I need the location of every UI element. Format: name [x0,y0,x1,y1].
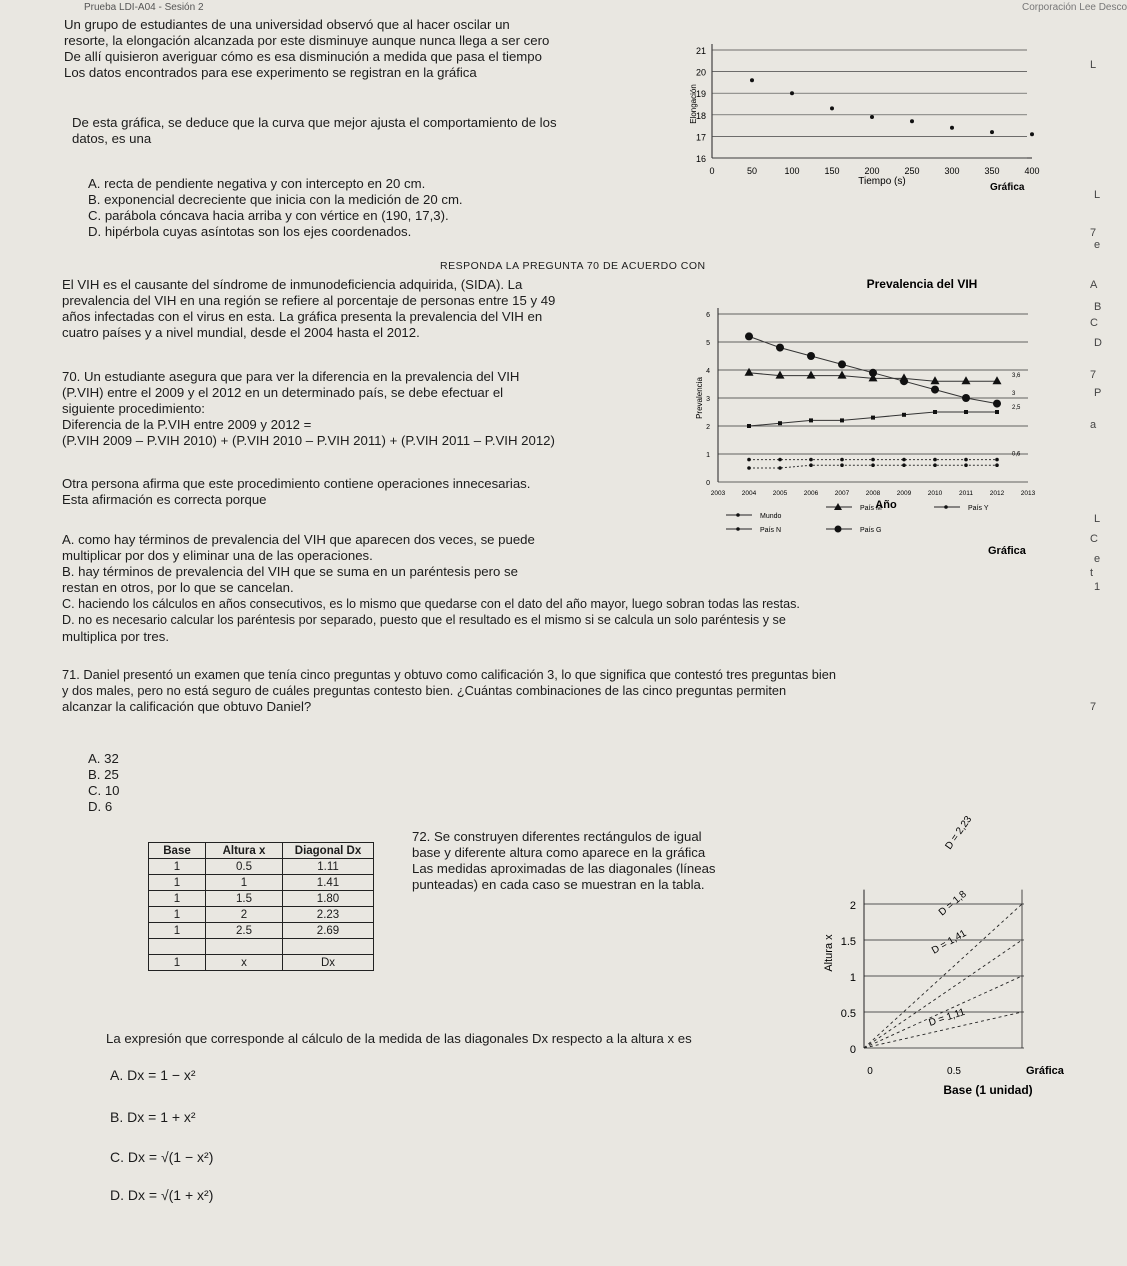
series-point [964,463,968,467]
series-point [933,410,937,414]
table-cell: 1.41 [283,875,374,891]
q69-option-d: D. hipérbola cuyas asíntotas son los ejes coordenados. [88,224,412,239]
x-tick-label: 0.5 [947,1066,961,1077]
diagonal-table [148,842,374,971]
q70-option-b: B. hay términos de prevalencia del VIH que se suma en un paréntesis pero se [62,564,518,579]
x-tick-label: 2012 [989,490,1005,497]
series-point [993,376,1002,384]
table-header [149,843,374,859]
q70-line: 70. Un estudiante asegura que para ver la diferencia en la prevalencia del VIH [62,369,520,384]
table-cell: 1 [149,907,206,923]
x-tick-label: 2008 [865,490,881,497]
q70-option-a-cont: multiplicar por dos y eliminar una de las operaciones. [62,548,373,563]
series-point [838,371,847,379]
q70-option-b-cont: restan en otros, por lo que se cancelan. [62,580,294,595]
y-tick-label: 0 [849,1044,856,1056]
q71-line: 71. Daniel presentó un examen que tenía cinco preguntas y obtuvo como calificación 3, lo que significa que contestó tres preguntas bien [62,667,836,682]
table-cell: 1.80 [283,891,374,907]
diagonal-label: D = 1,41 [930,928,969,957]
col-diagonal: Diagonal Dx [283,843,374,859]
table-cell: 2.23 [283,907,374,923]
series-point [840,463,844,467]
q72-line: base y diferente altura como aparece en la gráfica [412,845,706,860]
q72-prompt: La expresión que corresponde al cálculo de la medida de las diagonales Dx respecto a la altura x es [106,1031,692,1046]
margin-fragment: 7 [1090,369,1097,381]
legend-marker [944,505,948,509]
series-point [776,371,785,379]
x-tick-label: 0 [867,1066,873,1077]
margin-fragment: A [1090,279,1098,291]
series-point [902,463,906,467]
x-tick-label: 350 [984,166,1000,176]
series-point [962,376,971,384]
series-point [838,360,846,368]
diagonal-label: D = 1,8 [936,888,969,919]
x-tick-label: 2005 [772,490,788,497]
y-axis-label: Prevalencia [695,377,704,419]
q72-option [110,1068,196,1083]
chart-elongation [672,38,1052,200]
q69-option-a: A. recta de pendiente negativa y con intercepto en 20 cm. [88,176,426,191]
option-expression: Dx = √(1 + x²) [127,1187,214,1203]
option-letter: D. [110,1187,128,1203]
y-tick-label: 1.5 [840,936,856,948]
table-row [149,859,374,875]
table-row [149,939,374,955]
x-tick-label: 100 [784,166,800,176]
y-tick-label: 4 [706,368,710,375]
table-row [149,891,374,907]
data-label: 3 [1012,391,1016,398]
data-label: 3,6 [1012,373,1021,379]
series-point [840,458,844,462]
data-label: 0,6 [1012,451,1021,458]
q71-line: y dos males, pero no está seguro de cuáles preguntas contesto bien. ¿Cuántas combinaciones de las cinco preguntas permiten [62,683,787,698]
margin-fragment: C [1090,533,1098,545]
series-point [745,368,754,376]
data-point [1030,132,1034,136]
option-letter: C. [110,1149,128,1165]
x-tick-label: 50 [746,166,758,176]
series-point [871,463,875,467]
margin-fragment: a [1090,419,1097,431]
table-row [149,923,374,939]
table-cell: 1.11 [283,859,374,875]
table-cell: 1 [149,923,206,939]
margin-fragment: 7 [1090,227,1097,239]
series-point [778,466,782,470]
data-point [990,130,994,134]
series-point [747,466,751,470]
q69-option-b: B. exponencial decreciente que inicia con la medición de 20 cm. [88,192,463,207]
series-point [807,371,816,379]
y-tick-label: 17 [695,132,706,143]
series-point [995,458,999,462]
intro-line: prevalencia del VIH en una región se refiere al porcentaje de personas entre 15 y 49 [62,293,556,308]
chart-caption: Gráfica [1026,1065,1064,1077]
q69-line: Los datos encontrados para ese experimento se registran en la gráfica [64,65,477,80]
series-point [902,458,906,462]
series-point [747,458,751,462]
q71-line: alcanzar la calificación que obtuvo Daniel? [62,699,312,714]
q69-line: Un grupo de estudiantes de una universidad observó que al hacer oscilar un [64,17,510,32]
q70-option-c: C. haciendo los cálculos en años consecutivos, es lo mismo que quedarse con el dato del año mayor, luego sobran todas las restas. [62,597,800,611]
y-axis-label: Elongación [689,84,698,124]
legend-label: Mundo [760,513,782,520]
option-expression: Dx = √(1 − x²) [127,1149,214,1165]
series-point [964,410,968,414]
series-point [778,421,782,425]
intro-line: cuatro países y a nivel mundial, desde el 2004 hasta el 2012. [62,325,420,340]
table-cell [206,939,283,955]
series-point [902,413,906,417]
q72-option [110,1150,213,1165]
margin-fragment: t [1090,567,1094,579]
series-point [809,463,813,467]
series-point [931,386,939,394]
legend-marker [736,513,740,517]
margin-fragment: B [1094,301,1102,313]
margin-fragment: e [1094,553,1101,565]
y-tick-label: 6 [706,312,710,319]
table-cell: 1 [149,955,206,971]
chart-caption: Gráfica [988,545,1026,557]
data-point [750,78,754,82]
option-letter: A. [110,1067,128,1083]
x-tick-label: 200 [864,166,880,176]
series-point [995,410,999,414]
table-row [149,907,374,923]
table-cell: 2.69 [283,923,374,939]
series-point [993,400,1001,408]
chart-hiv-prevalence [690,270,1050,560]
y-tick-label: 5 [706,340,710,347]
series-point [809,418,813,422]
table-cell: x [206,955,283,971]
q69-prompt: De esta gráfica, se deduce que la curva que mejor ajusta el comportamiento de los [72,115,557,130]
q70-line: (P.VIH) entre el 2009 y el 2012 en un determinado país, se debe efectuar el [62,385,504,400]
table-cell: 0.5 [206,859,283,875]
x-axis-label: Año [875,499,897,511]
intro-line: años infectadas con el virus en esta. La gráfica presenta la prevalencia del VIH en [62,309,543,324]
x-tick-label: 2009 [896,490,912,497]
x-axis-label: Base (1 unidad) [943,1083,1033,1097]
y-tick-label: 18 [695,110,706,121]
legend-label: País G [860,527,882,534]
series-point [931,376,940,384]
q70-line: siguiente procedimiento: [62,401,205,416]
diagonal-label: D = 2,23 [943,814,975,852]
x-tick-label: 2003 [710,490,726,497]
legend-label: País M [860,505,882,512]
series-point [962,394,970,402]
q72-line: 72. Se construyen diferentes rectángulos de igual [412,829,702,844]
col-base: Base [149,843,206,859]
q70-line: (P.VIH 2009 – P.VIH 2010) + (P.VIH 2010 – P.VIH 2011) + (P.VIH 2011 – P.VIH 2012) [62,433,555,448]
x-tick-label: 2004 [741,490,757,497]
series-point [809,458,813,462]
margin-fragment: C [1090,317,1098,329]
legend-label: País N [760,527,782,534]
publisher-header: Corporación Lee Desco [1022,2,1127,13]
data-label: 2,5 [1012,405,1021,412]
data-point [910,119,914,123]
data-point [830,106,834,110]
margin-fragment: L [1094,513,1101,525]
y-tick-label: 1 [706,452,710,459]
margin-fragment: L [1090,59,1097,71]
x-tick-label: 2010 [927,490,943,497]
x-tick-label: 400 [1024,166,1040,176]
legend-marker [835,526,842,533]
x-tick-label: 0 [709,166,715,176]
x-tick-label: 2007 [834,490,850,497]
table-cell: 1.5 [206,891,283,907]
q70-line: Diferencia de la P.VIH entre 2009 y 2012 = [62,417,312,432]
series-point [900,373,909,381]
series-point [871,458,875,462]
q69-line: resorte, la elongación alcanzada por este disminuye aunque nunca llega a ser cero [64,33,550,48]
y-tick-label: 19 [695,89,706,100]
q69-prompt: datos, es una [72,131,152,146]
y-tick-label: 20 [695,67,706,78]
series-point [840,418,844,422]
chart-rectangles [812,778,1062,1108]
legend-label: País Y [968,505,989,512]
q70-option-d: D. no es necesario calcular los paréntesis por separado, puesto que el resultado es el mismo si se calcula un solo paréntesis y se [62,613,786,627]
table-cell: 1 [149,875,206,891]
table-row [149,955,374,971]
table-cell [283,939,374,955]
option-expression: Dx = 1 + x² [127,1109,196,1125]
margin-fragment: e [1094,239,1101,251]
y-tick-label: 2 [849,900,856,912]
series-point [745,332,753,340]
x-tick-label: 2013 [1020,490,1036,497]
y-tick-label: 1 [849,972,856,984]
y-tick-label: 21 [695,46,706,56]
margin-fragment: P [1094,387,1102,399]
data-point [790,91,794,95]
table-cell: 1 [149,891,206,907]
q71-option-b: B. 25 [88,767,119,782]
table-cell [149,939,206,955]
series-point [807,352,815,360]
exam-header: Prueba LDI-A04 - Sesión 2 [84,2,204,13]
chart-caption: Gráfica [990,182,1025,193]
series-point [747,424,751,428]
y-axis-label: Altura x [823,934,835,972]
q72-option [110,1188,213,1203]
q69-line: De allí quisieron averiguar cómo es esa disminución a medida que pasa el tiempo [64,49,542,64]
option-expression: Dx = 1 − x² [127,1067,196,1083]
x-tick-label: 300 [944,166,960,176]
q71-option-a: A. 32 [88,751,119,766]
series-point [776,344,784,352]
series-point [871,416,875,420]
x-axis-label: Tiempo (s) [858,176,906,187]
col-height: Altura x [206,843,283,859]
margin-fragment: 7 [1090,701,1097,713]
q72-option [110,1110,196,1125]
diagonal-label: D = 1,11 [927,1006,967,1029]
series-point [933,458,937,462]
data-point [950,126,954,130]
y-tick-label: 16 [695,154,706,164]
q70-option-a: A. como hay términos de prevalencia del VIH que aparecen dos veces, se puede [62,532,535,547]
table-cell: 2.5 [206,923,283,939]
series-point [778,458,782,462]
table-cell: 1 [206,875,283,891]
chart-title: Prevalencia del VIH [866,277,978,291]
y-tick-label: 0 [706,480,710,487]
q70-line: Otra persona afirma que este procedimiento contiene operaciones innecesarias. [62,476,531,491]
x-tick-label: 150 [824,166,840,176]
q70-line: Esta afirmación es correcta porque [62,492,267,507]
table-row [149,875,374,891]
q72-line: punteadas) en cada caso se muestran en la tabla. [412,877,705,892]
intro-line: El VIH es el causante del síndrome de inmunodeficiencia adquirida, (SIDA). La [62,277,523,292]
diagonal-line [864,940,1022,1048]
y-tick-label: 2 [706,424,710,431]
intro-heading: RESPONDA LA PREGUNTA 70 DE ACUERDO CON [440,260,706,272]
series-point [964,458,968,462]
margin-fragment: L [1094,189,1101,201]
data-point [870,115,874,119]
q71-option-d: D. 6 [88,799,113,814]
margin-fragment: D [1094,337,1102,349]
x-tick-label: 2011 [959,490,973,497]
x-tick-label: 250 [904,166,920,176]
legend-marker [736,527,740,531]
table-cell: Dx [283,955,374,971]
series-point [933,463,937,467]
y-tick-label: 3 [706,396,710,403]
q70-option-d-cont: multiplica por tres. [62,629,170,644]
table-cell: 1 [149,859,206,875]
y-tick-label: 0.5 [840,1008,856,1020]
table-cell: 2 [206,907,283,923]
option-letter: B. [110,1109,128,1125]
series-point [995,463,999,467]
q69-option-c: C. parábola cóncava hacia arriba y con vértice en (190, 17,3). [88,208,449,223]
margin-fragment: 1 [1094,581,1101,593]
q72-line: Las medidas aproximadas de las diagonales (líneas [412,861,716,876]
x-tick-label: 2006 [803,490,819,497]
q71-option-c: C. 10 [88,783,120,798]
